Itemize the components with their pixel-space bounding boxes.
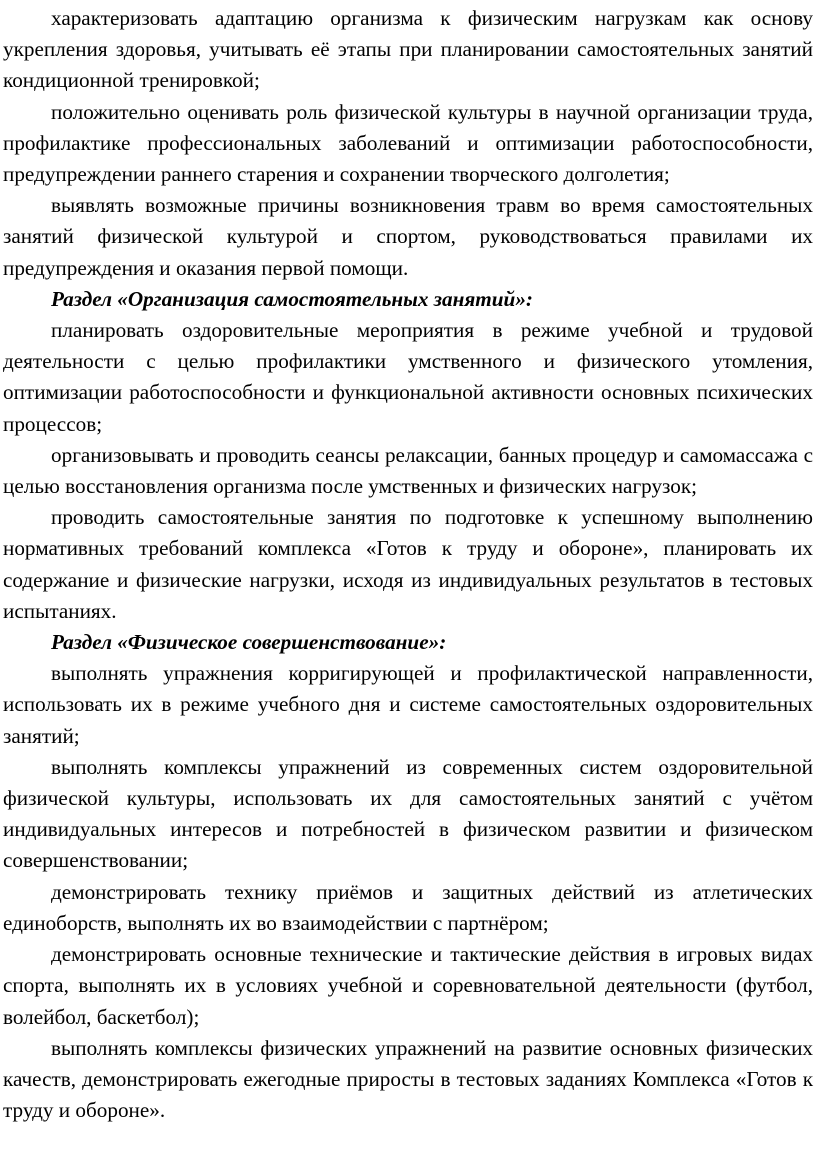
paragraph-adaptation: характеризовать адаптацию организма к физическим нагрузкам как основу укрепления здоровья, учитывать её этапы при планировании самостоятельных занятий кондиционной тренировкой; xyxy=(3,6,813,93)
paragraph-gto-preparation: проводить самостоятельные занятия по подготовке к успешному выполнению нормативных требований комплекса «Готов к труду и обороне», планировать их содержание и физические нагрузки, исходя из индивидуальных результатов в тестовых испытаниях. xyxy=(3,505,813,623)
paragraph-modern-systems: выполнять комплексы упражнений из современных систем оздоровительной физической культуры, использовать их для самостоятельных занятий с учётом индивидуальных интересов и потребностей в физическом развитии и физическом совершенствовании; xyxy=(3,754,813,873)
paragraph-physical-culture-role: положительно оценивать роль физической культуры в научной организации труда, профилактике профессиональных заболеваний и оптимизации работоспособности, предупреждении раннего старения и сохранении творческого долголетия; xyxy=(3,99,813,187)
section-heading-organization: Раздел «Организация самостоятельных занятий»: xyxy=(51,286,533,311)
paragraph-health-planning: планировать оздоровительные мероприятия в режиме учебной и трудовой деятельности с целью профилактики умственного и физического утомления, оптимизации работоспособности и функциональной активности основных психических процессов; xyxy=(3,318,813,436)
paragraph-corrective-exercises: выполнять упражнения корригирующей и профилактической направленности, использовать их в режиме учебного дня и системе самостоятельных оздоровительных занятий; xyxy=(3,661,813,748)
paragraph-team-sports: демонстрировать основные технические и тактические действия в игровых видах спорта, выполнять их в условиях учебной и соревновательной деятельности (футбол, волейбол, баскетбол); xyxy=(3,942,813,1029)
paragraph-physical-qualities: выполнять комплексы физических упражнений на развитие основных физических качеств, демонстрировать ежегодные приросты в тестовых заданиях Комплекса «Готов к труду и обороне». xyxy=(3,1035,813,1123)
paragraph-injury-prevention: выявлять возможные причины возникновения травм во время самостоятельных занятий физической культурой и спортом, руководствоваться правилами их предупреждения и оказания первой помощи. xyxy=(3,193,813,280)
paragraph-relaxation: организовывать и проводить сеансы релаксации, банных процедур и самомассажа с целью восстановления организма после умственных и физических нагрузок; xyxy=(3,442,813,499)
section-heading-improvement: Раздел «Физическое совершенствование»: xyxy=(51,630,447,655)
paragraph-martial-arts: демонстрировать технику приёмов и защитных действий из атлетических единоборств, выполнять их во взаимодействии с партнёром; xyxy=(3,879,813,935)
